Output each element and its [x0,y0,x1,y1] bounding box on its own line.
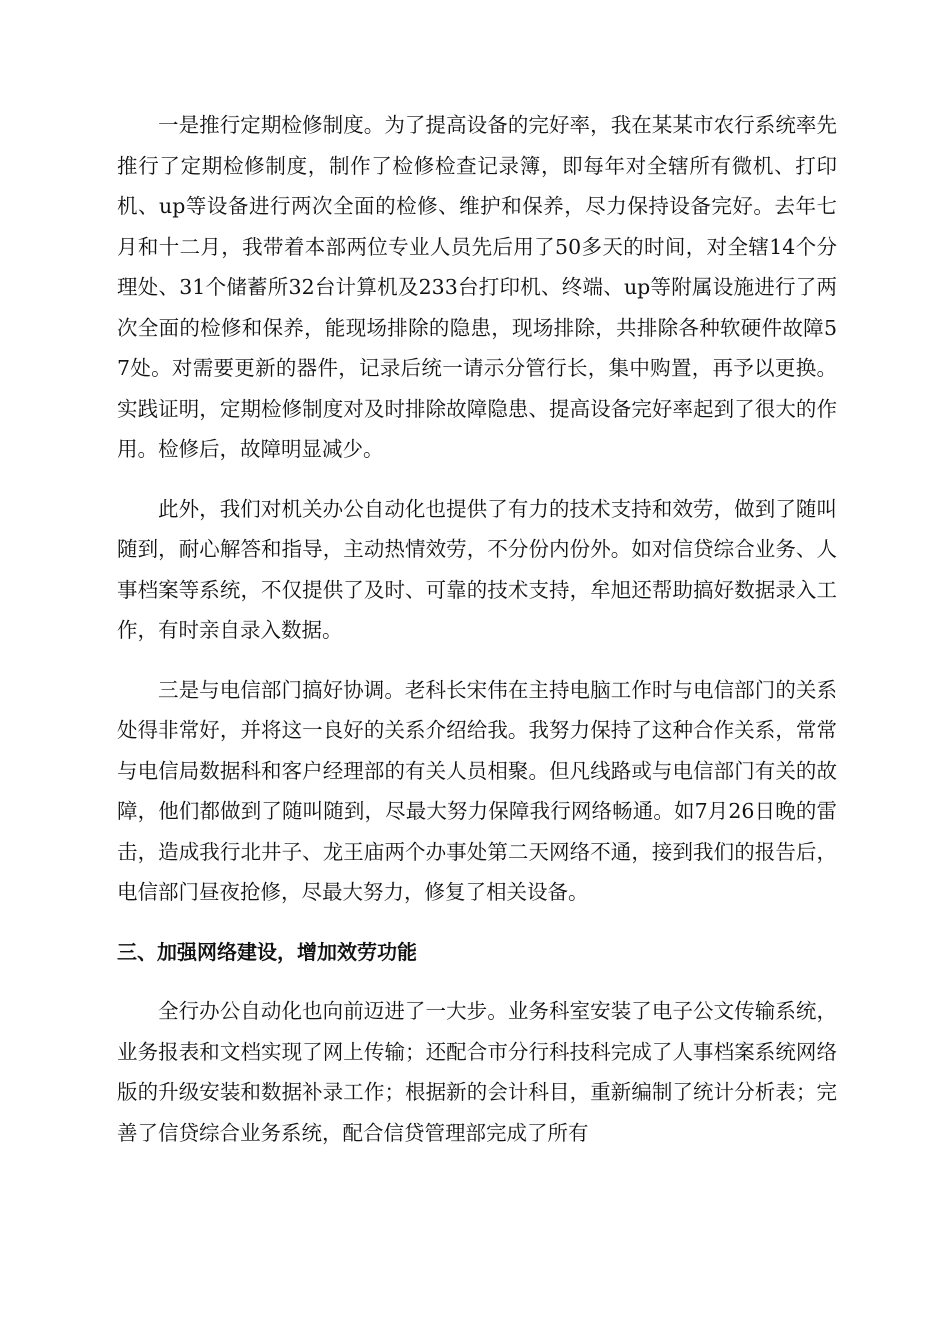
paragraph-network-construction: 全行办公自动化也向前迈进了一大步。业务科室安装了电子公文传输系统，业务报表和文档实现了网上传输；还配合市分行科技科完成了人事档案系统网络版的升级安装和数据补录工作；根据新的会计科目，重新编制了统计分析表；完善了信贷综合业务系统，配合信贷管理部完成了所有 [117,999,837,1145]
paragraph-regular-maintenance: 一是推行定期检修制度。为了提高设备的完好率，我在某某市农行系统率先推行了定期检修制度，制作了检修检查记录簿，即每年对全辖所有微机、打印机、up等设备进行两次全面的检修、维护和保养，尽力保持设备完好。去年七月和十二月，我带着本部两位专业人员先后用了50多天的时间，对全辖14个分理处、31个储蓄所32台计算机及233台打印机、终端、up等附属设施进行了两次全面的检修和保养，能现场排除的隐患，现场排除，共排除各种软硬件故障57处。对需要更新的器件，记录后统一请示分管行长，集中购置，再予以更换。实践证明，定期检修制度对及时排除故障隐患、提高设备完好率起到了很大的作用。检修后，故障明显减少。 [117,113,837,461]
section-heading: 三、加强网络建设，增加效劳功能 [117,939,417,964]
document-page [117,105,837,1172]
paragraph-telecom-coordination: 三是与电信部门搞好协调。老科长宋伟在主持电脑工作时与电信部门的关系处得非常好，并将这一良好的关系介绍给我。我努力保持了这种合作关系，常常与电信局数据科和客户经理部的有关人员相聚。但凡线路或与电信部门有关的故障，他们都做到了随叫随到，尽最大努力保障我行网络畅通。如7月26日晚的雷击，造成我行北井子、龙王庙两个办事处第二天网络不通，接到我们的报告后，电信部门昼夜抢修，尽最大努力，修复了相关设备。 [117,677,837,904]
paragraph-office-automation-support: 此外，我们对机关办公自动化也提供了有力的技术支持和效劳，做到了随叫随到，耐心解答和指导，主动热情效劳，不分份内份外。如对信贷综合业务、人事档案等系统，不仅提供了及时、可靠的技术支持，牟旭还帮助搞好数据录入工作，有时亲自录入数据。 [117,496,837,642]
